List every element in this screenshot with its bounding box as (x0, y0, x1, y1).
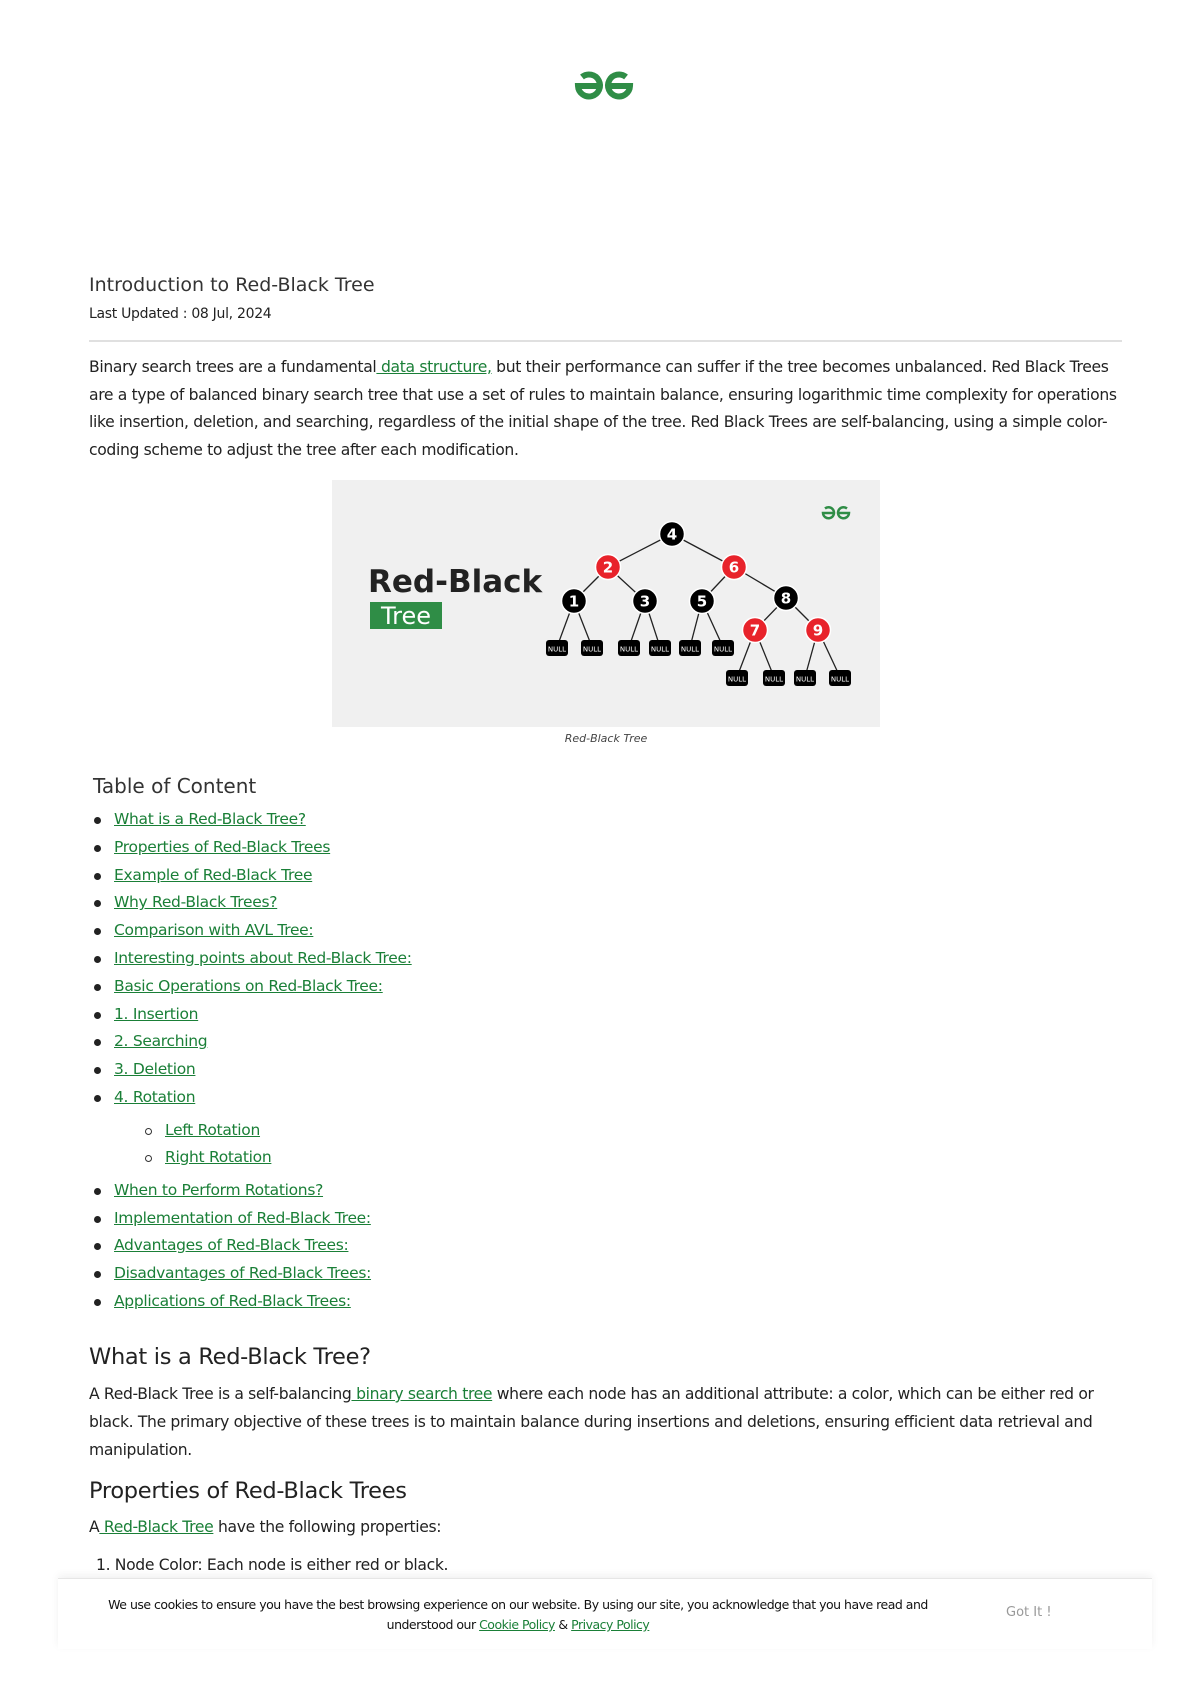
toc-link[interactable]: Advantages of Red-Black Trees: (114, 1236, 349, 1255)
null-leaf (763, 670, 785, 686)
toc-item (92, 889, 412, 917)
intro-paragraph (89, 354, 1124, 464)
cookie-message: We use cookies to ensure you have the best browsing experience on our website. By using our site, you acknowledge that you have read and understood our (108, 1597, 928, 1632)
tree-node-7 (743, 618, 768, 643)
tree-node-6 (722, 555, 747, 580)
section-text-cont: have the following properties: (213, 1518, 442, 1536)
toc-title: Table of Content (93, 774, 257, 798)
tree-node-3 (633, 589, 658, 614)
intro-text: Binary search trees are a fundamental (89, 358, 377, 376)
privacy-policy-link[interactable]: Privacy Policy (571, 1617, 650, 1632)
section-paragraph (89, 1380, 1124, 1464)
toc-link[interactable]: 2. Searching (114, 1032, 208, 1051)
toc-link[interactable]: 1. Insertion (114, 1004, 199, 1023)
toc-link[interactable]: Properties of Red-Black Trees (114, 837, 331, 856)
svg-text:4: 4 (666, 525, 678, 544)
toc-item (92, 917, 412, 945)
tree-node-4 (660, 522, 685, 547)
svg-text:7: 7 (749, 621, 761, 640)
intro-text-cont: but their performance can suffer if the tree becomes unbalanced. Red Black Trees are a type of balanced binary search tree that use a set of rules to maintain balance, ensuring logarithmic time complexity for operations like insertion, deletion, and searching, regardless of the initial shape of the tree. Red Black Trees are self-balancing, using a simple color-coding scheme to adjust the tree after each modification. (89, 358, 1117, 459)
null-leaf (829, 670, 851, 686)
divider (89, 340, 1122, 342)
toc-item (92, 806, 412, 834)
red-black-tree-link[interactable]: Red-Black Tree (99, 1518, 214, 1536)
toc-sub-link[interactable]: Right Rotation (165, 1148, 272, 1167)
svg-text:6: 6 (728, 558, 740, 577)
cookie-amp: & (554, 1617, 572, 1632)
toc-link[interactable]: Comparison with AVL Tree: (114, 921, 314, 940)
toc-link[interactable]: Applications of Red-Black Trees: (114, 1291, 351, 1310)
toc-item (92, 1056, 412, 1084)
section-text: A Red-Black Tree is a self-balancing (89, 1385, 352, 1403)
section-text: A (89, 1518, 100, 1536)
tree-node-9 (806, 618, 831, 643)
figure-caption: Red-Black Tree (564, 732, 648, 745)
figure-heading: Red-Black (368, 564, 543, 600)
toc-link[interactable]: Interesting points about Red-Black Tree: (114, 948, 412, 967)
toc-item (92, 945, 412, 973)
article-title: Introduction to Red-Black Tree (89, 274, 375, 296)
null-leaves (546, 640, 851, 686)
null-leaf (581, 640, 603, 656)
toc-item (92, 1084, 412, 1112)
svg-text:NULL: NULL (619, 645, 639, 654)
section-heading-properties: Properties of Red-Black Trees (89, 1478, 407, 1504)
toc-link[interactable]: 4. Rotation (114, 1087, 196, 1106)
svg-text:8: 8 (780, 589, 792, 608)
tree-node-5 (690, 589, 715, 614)
section-heading-what-is: What is a Red-Black Tree? (89, 1344, 371, 1370)
svg-text:NULL: NULL (582, 645, 602, 654)
svg-text:NULL: NULL (727, 675, 747, 684)
toc-item (92, 1205, 412, 1233)
null-leaf (618, 640, 640, 656)
toc-item (92, 1177, 412, 1205)
tree-node-1 (562, 589, 587, 614)
null-leaf (726, 670, 748, 686)
toc-item (92, 1001, 412, 1029)
null-leaf (649, 640, 671, 656)
svg-text:NULL: NULL (713, 645, 733, 654)
null-leaf (794, 670, 816, 686)
cookie-banner (58, 1578, 1152, 1649)
red-black-tree-figure (332, 480, 880, 727)
null-leaf (712, 640, 734, 656)
gfg-logo-icon[interactable] (572, 64, 636, 104)
toc-item (92, 973, 412, 1001)
property-list-item: 1. Node Color: Each node is either red or black. (96, 1556, 449, 1574)
toc-link[interactable]: 3. Deletion (114, 1060, 196, 1079)
svg-text:2: 2 (602, 558, 614, 577)
svg-text:NULL: NULL (650, 645, 670, 654)
svg-text:NULL: NULL (680, 645, 700, 654)
toc-item (92, 834, 412, 862)
svg-text:NULL: NULL (830, 675, 850, 684)
svg-text:NULL: NULL (764, 675, 784, 684)
toc-link[interactable]: What is a Red-Black Tree? (114, 810, 306, 828)
gfg-logo-icon (823, 507, 849, 518)
toc-link[interactable]: Why Red-Black Trees? (114, 893, 278, 912)
toc-link[interactable]: Disadvantages of Red-Black Trees: (114, 1264, 372, 1283)
svg-text:NULL: NULL (795, 675, 815, 684)
red-black-tree-diagram (332, 480, 880, 727)
table-of-contents (92, 806, 412, 1316)
toc-item (92, 862, 412, 890)
toc-sub-link[interactable]: Left Rotation (165, 1120, 261, 1139)
toc-link[interactable]: Example of Red-Black Tree (114, 865, 313, 884)
toc-item (92, 1028, 412, 1056)
data-structure-link[interactable]: data structure, (376, 358, 492, 376)
null-leaf (546, 640, 568, 656)
figure-heading-badge-text: Tree (380, 602, 432, 630)
got-it-button[interactable]: Got It ! (998, 1601, 1060, 1624)
tree-node-2 (596, 555, 621, 580)
svg-text:3: 3 (639, 592, 651, 611)
cookie-policy-link[interactable]: Cookie Policy (479, 1617, 555, 1632)
svg-text:1: 1 (568, 592, 580, 611)
toc-link[interactable]: Basic Operations on Red-Black Tree: (114, 976, 383, 995)
toc-item (92, 1288, 412, 1316)
toc-sub-item (92, 1144, 412, 1172)
binary-search-tree-link[interactable]: binary search tree (351, 1385, 493, 1403)
toc-link[interactable]: Implementation of Red-Black Tree: (114, 1208, 371, 1227)
svg-text:5: 5 (696, 592, 708, 611)
tree-node-8 (774, 586, 799, 611)
section-paragraph (89, 1513, 1124, 1541)
null-leaf (679, 640, 701, 656)
toc-item (92, 1232, 412, 1260)
svg-text:9: 9 (812, 621, 824, 640)
toc-item (92, 1260, 412, 1288)
toc-link[interactable]: When to Perform Rotations? (114, 1180, 324, 1199)
last-updated: Last Updated : 08 Jul, 2024 (89, 306, 272, 322)
svg-text:NULL: NULL (547, 645, 567, 654)
section-text-cont: where each node has an additional attribute: a color, which can be either red or black. The primary objective of these trees is to maintain balance during insertions and deletions, ensuring efficient data retrieval and manipulation. (89, 1385, 1094, 1459)
cookie-text (78, 1595, 958, 1635)
toc-sub-item (92, 1117, 412, 1145)
